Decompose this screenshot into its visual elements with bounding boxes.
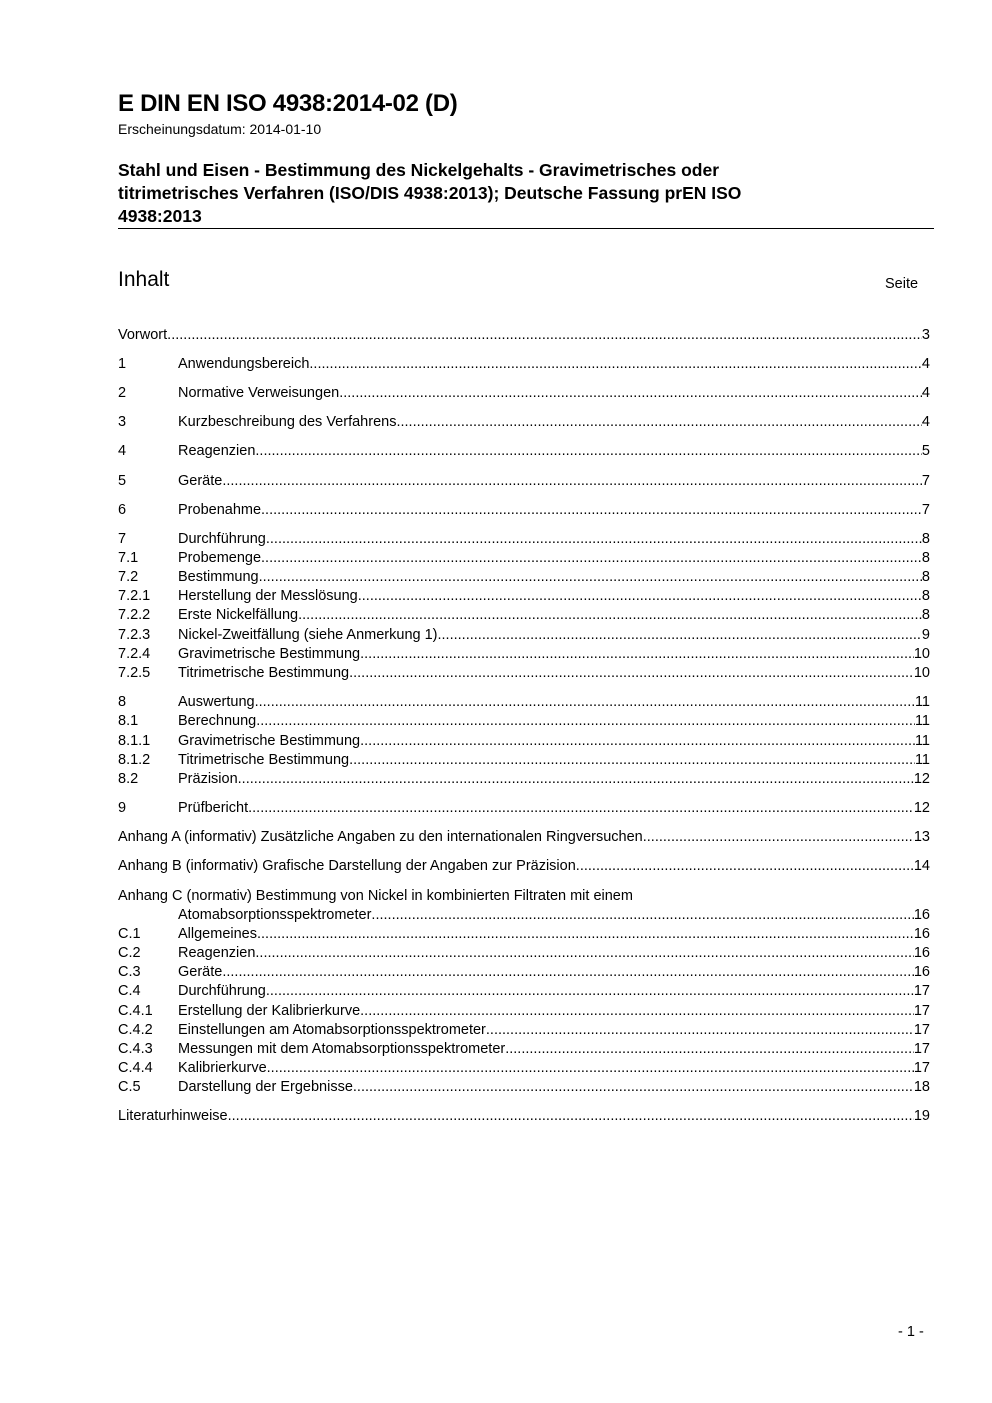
toc-entry-title: Probemenge [178,550,262,566]
toc-entry-page: 8 [921,607,930,623]
toc-page-column-label: Seite [885,276,919,292]
toc-entry[interactable] [118,384,930,403]
toc-dot-leader [360,645,914,664]
document-id: E DIN EN ISO 4938:2014-02 (D) [118,90,458,117]
toc-entry-number: C.2 [118,945,141,961]
toc-dot-leader [256,712,915,731]
toc-dot-leader [248,799,914,818]
toc-entry-title: Durchführung [178,531,266,547]
toc-entry-number: 2 [118,385,127,401]
toc-entry-page: 11 [914,752,930,768]
toc-entry-page: 7 [921,502,930,518]
toc-dot-leader [167,326,922,345]
toc-entry-title: Probenahme [178,502,262,518]
toc-entry-page: 8 [921,531,930,547]
toc-dot-leader [266,530,922,549]
toc-entry-number: 9 [118,800,127,816]
toc-entry-page: 13 [913,829,930,845]
toc-entry[interactable] [118,530,930,549]
toc-heading: Inhalt [118,268,170,291]
toc-entry-title: Anhang A (informativ) Zusätzliche Angaben zu den internationalen Ringversuchen [118,829,643,845]
toc-entry[interactable] [118,326,930,345]
toc-dot-leader [349,664,914,683]
toc-dot-leader [255,693,915,712]
toc-entry-title: Kurzbeschreibung des Verfahrens [178,414,397,430]
toc-dot-leader [261,549,922,568]
toc-entry[interactable] [118,549,930,568]
toc-entry-number: 8.1.2 [118,752,151,768]
toc-entry-page: 17 [913,1060,930,1076]
toc-entry[interactable] [118,626,930,645]
toc-dot-leader [396,413,921,432]
toc-entry-page: 8 [921,569,930,585]
toc-entry-page: 11 [914,713,930,729]
toc-entry-page: 11 [914,694,930,710]
toc-dot-leader [267,1059,914,1078]
toc-entry-number: 8.1 [118,713,139,729]
toc-entry-title: Literaturhinweise [118,1108,228,1124]
toc-entry[interactable] [118,906,930,925]
toc-entry-page: 12 [913,800,930,816]
toc-dot-leader [505,1040,914,1059]
toc-entry-page: 17 [913,1041,930,1057]
toc-entry[interactable] [118,982,930,1001]
toc-entry[interactable] [118,442,930,461]
toc-dot-leader [349,751,915,770]
toc-entry[interactable] [118,887,930,906]
toc-entry[interactable] [118,606,930,625]
toc-entry[interactable] [118,751,930,770]
toc-entry[interactable] [118,770,930,789]
toc-dot-leader [298,606,922,625]
toc-entry-page: 4 [921,414,930,430]
toc-entry[interactable] [118,925,930,944]
toc-entry-title: Geräte [178,964,223,980]
toc-entry[interactable] [118,568,930,587]
toc-dot-leader [353,1078,914,1097]
toc-entry-title: Durchführung [178,983,266,999]
toc-dot-leader [486,1021,914,1040]
toc-entry-page: 14 [913,858,930,874]
toc-entry[interactable] [118,355,930,374]
toc-entry-page: 7 [921,473,930,489]
toc-entry-number: 7.2.4 [118,646,151,662]
toc-dot-leader [222,472,922,491]
toc-dot-leader [261,501,922,520]
toc-entry-title: Normative Verweisungen [178,385,340,401]
toc-entry[interactable] [118,1059,930,1078]
toc-entry-title: Titrimetrische Bestimmung [178,752,350,768]
toc-dot-leader [339,384,922,403]
toc-entry-page: 19 [913,1108,930,1124]
toc-dot-leader [576,857,914,876]
toc-dot-leader [371,906,913,925]
toc-entry[interactable] [118,712,930,731]
toc-dot-leader [255,944,913,963]
toc-entry[interactable] [118,472,930,491]
toc-entry-page: 17 [913,983,930,999]
title-line-3: 4938:2013 [118,206,202,226]
toc-entry-number: 6 [118,502,127,518]
toc-dot-leader [266,982,914,1001]
toc-entry-page: 16 [913,964,930,980]
toc-entry-number: C.4.2 [118,1022,153,1038]
toc-entry-number: 7.2.2 [118,607,151,623]
toc-entry-page: 4 [921,385,930,401]
document-title [118,159,918,228]
toc-entry-page: 4 [921,356,930,372]
toc-entry-title: Herstellung der Messlösung [178,588,358,604]
toc-dot-leader [358,587,922,606]
toc-entry-title: Reagenzien [178,443,256,459]
toc-entry[interactable] [118,857,930,876]
toc-entry[interactable] [118,732,930,751]
toc-entry[interactable] [118,501,930,520]
toc-entry-title: Darstellung der Ergebnisse [178,1079,353,1095]
toc-entry-page: 3 [921,327,930,343]
header-divider [118,228,934,229]
toc-entry-number: 1 [118,356,127,372]
toc-entry-page: 16 [913,945,930,961]
toc-entry-number: 5 [118,473,127,489]
toc-dot-leader [257,925,914,944]
toc-entry[interactable] [118,799,930,818]
toc-dot-leader [222,963,914,982]
toc-entry-title: Anhang C (normativ) Bestimmung von Nickel in kombinierten Filtraten mit einem [118,888,633,904]
toc-entry[interactable] [118,1002,930,1021]
toc-entry-number: C.1 [118,926,141,942]
toc-entry-number: 4 [118,443,127,459]
toc-entry-number: 7.1 [118,550,139,566]
toc-entry-page: 12 [913,771,930,787]
toc-entry-page: 10 [913,646,930,662]
toc-entry-title: Nickel-Zweitfällung (siehe Anmerkung 1) [178,627,438,643]
toc-entry-title: Gravimetrische Bestimmung [178,733,361,749]
toc-entry[interactable] [118,587,930,606]
toc-entry-title: Auswertung [178,694,255,710]
title-line-1: Stahl und Eisen - Bestimmung des Nickelgehalts - Gravimetrisches oder [118,160,720,180]
page-number: - 1 - [898,1324,924,1340]
toc-entry-number: 7.2 [118,569,139,585]
toc-entry-number: 7 [118,531,127,547]
toc-entry-page: 10 [913,665,930,681]
toc-entry-number: C.4.1 [118,1003,153,1019]
toc-entry[interactable] [118,828,930,847]
toc-dot-leader [360,732,915,751]
toc-dot-leader [259,568,922,587]
toc-entry-title: Allgemeines [178,926,257,942]
toc-dot-leader [360,1002,914,1021]
toc-entry-number: 7.2.5 [118,665,151,681]
toc-entry[interactable] [118,1021,930,1040]
toc-entry-title: Präzision [178,771,238,787]
toc-entry-page: 18 [913,1079,930,1095]
toc-entry[interactable] [118,944,930,963]
toc-entry-number: 8 [118,694,127,710]
toc-entry-number: 7.2.1 [118,588,151,604]
toc-entry-title: Anwendungsbereich [178,356,310,372]
toc-entry-title: Bestimmung [178,569,259,585]
toc-entry-title: Reagenzien [178,945,256,961]
toc-entry[interactable] [118,645,930,664]
toc-entry-title: Erstellung der Kalibrierkurve [178,1003,361,1019]
toc-entry-page: 16 [913,907,930,923]
toc-entry-number: C.4.3 [118,1041,153,1057]
toc-entry[interactable] [118,963,930,982]
toc-entry-page: 9 [921,627,930,643]
toc-entry[interactable] [118,693,930,712]
toc-entry-number: 3 [118,414,127,430]
toc-dot-leader [438,626,922,645]
toc-entry-number: 8.1.1 [118,733,151,749]
toc-entry[interactable] [118,1078,930,1097]
toc-entry-title: Berechnung [178,713,257,729]
toc-entry-title: Anhang B (informativ) Grafische Darstellung der Angaben zur Präzision [118,858,576,874]
toc-entry-title: Vorwort [118,327,168,343]
title-line-2: titrimetrisches Verfahren (ISO/DIS 4938:2013); Deutsche Fassung prEN ISO [118,183,742,203]
toc-entry[interactable] [118,664,930,683]
toc-dot-leader [309,355,922,374]
toc-entry-page: 8 [921,550,930,566]
toc-entry-page: 17 [913,1022,930,1038]
toc-entry-title: Atomabsorptionsspektrometer [178,907,372,923]
toc-entry-number: C.4 [118,983,141,999]
toc-dot-leader [228,1107,914,1126]
toc-dot-leader [238,770,914,789]
toc-entry-number: 7.2.3 [118,627,151,643]
toc-entry-page: 17 [913,1003,930,1019]
toc-entry-title: Geräte [178,473,223,489]
toc-entry-number: C.4.4 [118,1060,153,1076]
toc-entry-title: Einstellungen am Atomabsorptionsspektrometer [178,1022,486,1038]
toc-entry-title: Prüfbericht [178,800,249,816]
toc-dot-leader [643,828,914,847]
toc-entry-title: Titrimetrische Bestimmung [178,665,350,681]
toc-entry-number: 8.2 [118,771,139,787]
toc-entry-title: Gravimetrische Bestimmung [178,646,361,662]
toc-entry-page: 8 [921,588,930,604]
toc-entry-title: Kalibrierkurve [178,1060,267,1076]
toc-entry-page: 5 [921,443,930,459]
toc-entry[interactable] [118,413,930,432]
toc-entry[interactable] [118,1107,930,1126]
toc-entry-page: 11 [914,733,930,749]
toc-entry-number: C.5 [118,1079,141,1095]
publication-date: Erscheinungsdatum: 2014-01-10 [118,121,322,137]
toc-entry-number: C.3 [118,964,141,980]
toc-entry[interactable] [118,1040,930,1059]
toc-dot-leader [255,442,922,461]
toc-entry-page: 16 [913,926,930,942]
toc-entry-title: Messungen mit dem Atomabsorptionsspektrometer [178,1041,506,1057]
toc-entry-title: Erste Nickelfällung [178,607,299,623]
